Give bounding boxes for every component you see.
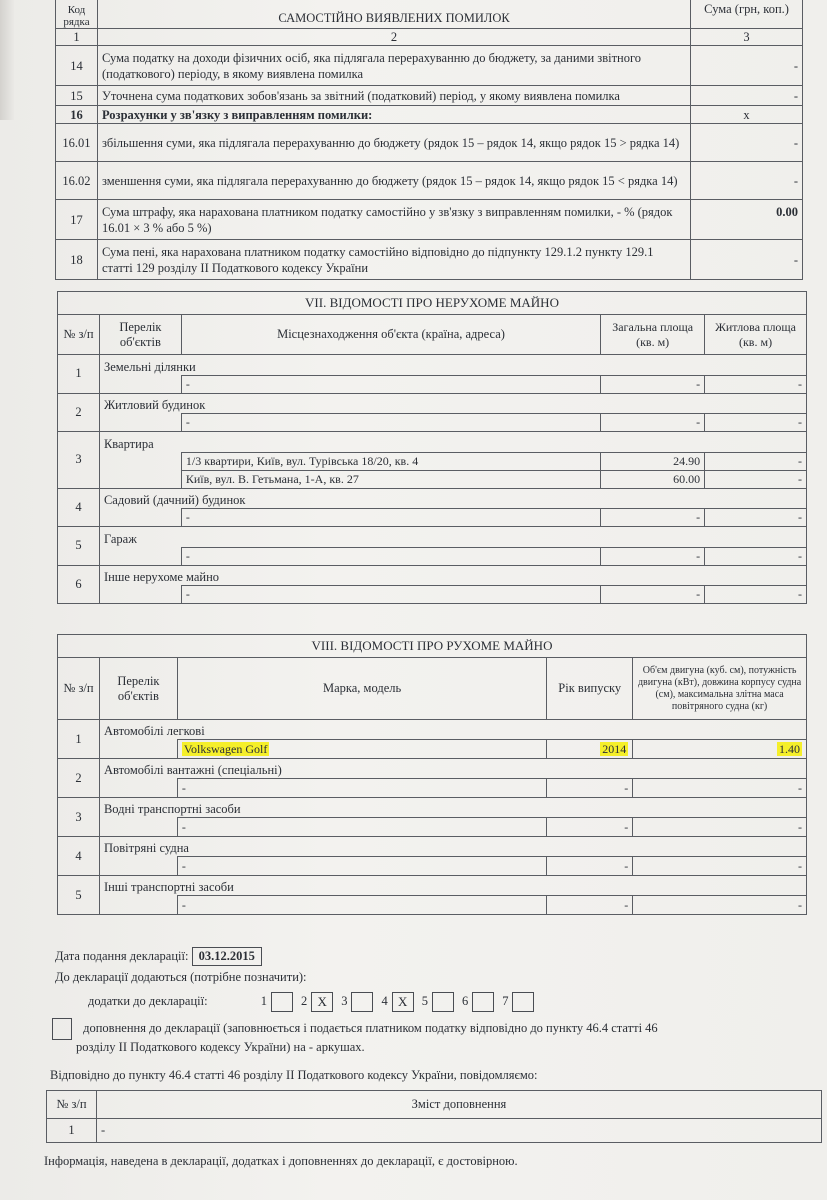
row-text: збільшення суми, яка підлягала перерахуванню до бюджету (рядок 15 – рядок 14, якщо рядок 15 > рядка 14) bbox=[97, 124, 690, 162]
table-row-values bbox=[58, 452, 807, 489]
total-area-cell bbox=[601, 508, 705, 527]
total-area-value: - bbox=[601, 547, 704, 565]
address-line: - bbox=[182, 547, 600, 565]
total-area-cell bbox=[601, 413, 705, 432]
row-text: Сума пені, яка нарахована платником податку самостійно відповідно до підпункту 129.1.2 пункту 129.1 статті 129 розділу ІІ Податкового кодексу України bbox=[97, 240, 690, 280]
date-label: Дата подання декларації: bbox=[55, 949, 189, 963]
row-value: - bbox=[691, 162, 803, 200]
total-area-cell bbox=[601, 452, 705, 489]
row-code: 14 bbox=[56, 46, 98, 86]
table-row-values bbox=[58, 413, 807, 432]
row-name: Квартира bbox=[99, 432, 806, 452]
table-row-values bbox=[58, 585, 807, 604]
volume-value: 1.40 bbox=[779, 741, 800, 756]
row-name: Автомобілі легкові bbox=[99, 720, 806, 740]
row-value: - bbox=[691, 86, 803, 106]
year-cell bbox=[547, 857, 633, 876]
volume-cell bbox=[633, 740, 807, 759]
model-cell bbox=[177, 857, 546, 876]
header-living-area: Житлова площа (кв. м) bbox=[705, 315, 807, 355]
header-sum: Сума (грн, коп.) bbox=[691, 0, 803, 29]
header-objects: Перелік об'єктів bbox=[99, 658, 177, 720]
row-num: 4 bbox=[58, 837, 100, 876]
annex-number: 4 bbox=[381, 993, 388, 1008]
address-cell bbox=[181, 375, 600, 394]
living-area-cell bbox=[705, 508, 807, 527]
annex-line bbox=[88, 992, 542, 1012]
volume-cell bbox=[633, 818, 807, 837]
row-name: Водні транспортні засоби bbox=[99, 798, 806, 818]
row-spacer bbox=[99, 857, 177, 876]
living-area-cell bbox=[705, 375, 807, 394]
model-cell bbox=[177, 740, 546, 759]
table-row bbox=[58, 565, 807, 585]
table-row bbox=[58, 876, 807, 896]
living-area-value: - bbox=[705, 508, 806, 526]
total-area-value: 24.90 bbox=[601, 452, 704, 470]
annex-number: 1 bbox=[260, 993, 267, 1008]
row-num: 1 bbox=[58, 720, 100, 759]
living-area-value: - bbox=[705, 547, 806, 565]
section7-title: VII. ВІДОМОСТІ ПРО НЕРУХОМЕ МАЙНО bbox=[58, 292, 807, 315]
table-row bbox=[56, 240, 803, 280]
row-spacer bbox=[99, 779, 177, 798]
row-name: Інші транспортні засоби bbox=[99, 876, 806, 896]
total-area-value: - bbox=[601, 375, 704, 393]
address-line: 1/3 квартири, Київ, вул. Турівська 18/20, кв. 4 bbox=[182, 452, 600, 470]
row-value: - bbox=[691, 46, 803, 86]
row-num: 4 bbox=[58, 488, 100, 527]
model-value: - bbox=[181, 897, 186, 912]
address-cell bbox=[181, 547, 600, 566]
volume-value: - bbox=[798, 819, 802, 834]
table-row bbox=[56, 124, 803, 162]
col-num-3: 3 bbox=[691, 29, 803, 46]
living-area-value: - bbox=[705, 585, 806, 603]
annex-checkbox[interactable] bbox=[432, 992, 454, 1012]
address-cell bbox=[181, 452, 600, 489]
row-spacer bbox=[99, 413, 181, 432]
table-row bbox=[56, 162, 803, 200]
annex-number: 6 bbox=[461, 993, 469, 1008]
date-value: 03.12.2015 bbox=[192, 947, 262, 966]
living-area-cell bbox=[705, 413, 807, 432]
supplement-text-2: розділу ІІ Податкового кодексу України) на - аркушах. bbox=[76, 1040, 365, 1054]
row-code: 15 bbox=[56, 86, 98, 106]
errors-table bbox=[55, 0, 803, 280]
table-row bbox=[58, 759, 807, 779]
header-num: № з/п bbox=[58, 658, 100, 720]
header-num: № з/п bbox=[58, 315, 100, 355]
living-area-value: - bbox=[705, 413, 806, 431]
annex-checkbox[interactable] bbox=[351, 992, 373, 1012]
row-name: Земельні ділянки bbox=[99, 355, 806, 375]
row-text: Сума податку на доходи фізичних осіб, яка підлягала перерахуванню до бюджету, за даними звітного (податкового) періоду, в якому виявлена помилка bbox=[97, 46, 690, 86]
section8-title: VIII. ВІДОМОСТІ ПРО РУХОМЕ МАЙНО bbox=[58, 635, 807, 658]
row-num: 3 bbox=[58, 432, 100, 489]
year-value: - bbox=[624, 897, 629, 912]
row-spacer bbox=[99, 740, 177, 759]
total-area-cell bbox=[601, 585, 705, 604]
living-area-cell bbox=[705, 547, 807, 566]
total-area-cell bbox=[601, 375, 705, 394]
row-text: - bbox=[96, 1119, 821, 1143]
table-row-values bbox=[58, 818, 807, 837]
volume-cell bbox=[633, 857, 807, 876]
table-row bbox=[58, 527, 807, 547]
model-value: Volkswagen Golf bbox=[183, 741, 268, 756]
row-name: Інше нерухоме майно bbox=[99, 565, 806, 585]
row-num: 1 bbox=[58, 355, 100, 394]
header-volume: Об'єм двигуна (куб. см), потужність двигуна (кВт), довжина корпусу судна (см), максимальна злітна маса повітряного судна (кг) bbox=[633, 658, 807, 720]
row-spacer bbox=[99, 508, 181, 527]
annex-checkbox[interactable] bbox=[271, 992, 293, 1012]
row-value: x bbox=[691, 106, 803, 124]
annex-checkbox-group bbox=[261, 994, 543, 1008]
table-row bbox=[56, 46, 803, 86]
annex-number: 2 bbox=[300, 993, 308, 1008]
table-row bbox=[47, 1119, 822, 1143]
row-num: 3 bbox=[58, 798, 100, 837]
table-row bbox=[58, 488, 807, 508]
movable-property-table bbox=[57, 634, 807, 915]
model-cell bbox=[177, 779, 546, 798]
annex-checkbox[interactable] bbox=[472, 992, 494, 1012]
table-row bbox=[58, 720, 807, 740]
living-area-cell bbox=[705, 452, 807, 489]
table-row bbox=[56, 200, 803, 240]
total-area-value: - bbox=[601, 413, 704, 431]
row-spacer bbox=[99, 896, 177, 915]
row-name: Садовий (дачний) будинок bbox=[99, 488, 806, 508]
total-area-value: 60.00 bbox=[601, 470, 704, 488]
row-spacer bbox=[99, 818, 177, 837]
year-value: 2014 bbox=[602, 741, 627, 756]
header-address: Місцезнаходження об'єкта (країна, адреса) bbox=[181, 315, 600, 355]
row-name: Повітряні судна bbox=[99, 837, 806, 857]
annex-number: 5 bbox=[421, 993, 428, 1008]
total-area-value: - bbox=[601, 585, 704, 603]
year-cell bbox=[547, 818, 633, 837]
model-value: - bbox=[181, 819, 186, 834]
header-num: № з/п bbox=[47, 1091, 97, 1119]
table-row bbox=[58, 432, 807, 452]
row-text: зменшення суми, яка підлягала перерахуванню до бюджету (рядок 15 – рядок 14, якщо рядок 15 < рядка 14) bbox=[97, 162, 690, 200]
col-num-2: 2 bbox=[97, 29, 690, 46]
address-line: Київ, вул. В. Гетьмана, 1-А, кв. 27 bbox=[182, 470, 600, 488]
volume-cell bbox=[633, 896, 807, 915]
annex-checkbox[interactable]: X bbox=[311, 992, 333, 1012]
table-row-values bbox=[58, 740, 807, 759]
address-cell bbox=[181, 585, 600, 604]
row-num: 5 bbox=[58, 876, 100, 915]
table-row-values bbox=[58, 547, 807, 566]
row-value: - bbox=[691, 124, 803, 162]
model-value: - bbox=[181, 858, 186, 873]
table-row-values bbox=[58, 375, 807, 394]
row-name: Житловий будинок bbox=[99, 393, 806, 413]
model-cell bbox=[177, 896, 546, 915]
living-area-value: - bbox=[705, 375, 806, 393]
table-row bbox=[58, 798, 807, 818]
year-value: - bbox=[624, 858, 629, 873]
header-code: Код рядка bbox=[56, 0, 98, 29]
annex-checkbox[interactable]: X bbox=[392, 992, 414, 1012]
row-text: Уточнена сума податкових зобов'язань за звітний (податковий) період, у якому виявлена помилка bbox=[97, 86, 690, 106]
header-content: Зміст доповнення bbox=[96, 1091, 821, 1119]
address-line: - bbox=[182, 413, 600, 431]
row-code: 16 bbox=[56, 106, 98, 124]
final-statement: Інформація, наведена в декларації, додатках і доповненнях до декларації, є достовірною. bbox=[44, 1154, 518, 1168]
row-code: 17 bbox=[56, 200, 98, 240]
table-row-values bbox=[58, 508, 807, 527]
row-num: 1 bbox=[47, 1119, 97, 1143]
header-total-area: Загальна площа (кв. м) bbox=[601, 315, 705, 355]
row-value: 0.00 bbox=[691, 200, 803, 240]
row-num: 5 bbox=[58, 527, 100, 566]
header-objects: Перелік об'єктів bbox=[99, 315, 181, 355]
row-num: 2 bbox=[58, 393, 100, 432]
table-row bbox=[56, 106, 803, 124]
row-spacer bbox=[99, 585, 181, 604]
year-value: - bbox=[624, 819, 629, 834]
living-area-value: - bbox=[705, 470, 806, 488]
row-spacer bbox=[99, 452, 181, 489]
notice-text: Відповідно до пункту 46.4 статті 46 розділу ІІ Податкового кодексу України, повідомляємо: bbox=[50, 1068, 538, 1082]
row-text: Сума штрафу, яка нарахована платником податку самостійно у зв'язку з виправленням помилки, - % (рядок 16.01 × 3 % або 5 %) bbox=[97, 200, 690, 240]
row-text: Розрахунки у зв'язку з виправленням помилки: bbox=[97, 106, 690, 124]
address-line: - bbox=[182, 508, 600, 526]
table-row-values bbox=[58, 779, 807, 798]
year-cell bbox=[547, 896, 633, 915]
model-cell bbox=[177, 818, 546, 837]
living-area-value: - bbox=[705, 452, 806, 470]
row-spacer bbox=[99, 375, 181, 394]
volume-value: - bbox=[798, 897, 802, 912]
row-code: 18 bbox=[56, 240, 98, 280]
table-row bbox=[56, 86, 803, 106]
supplement-text-1: доповнення до декларації (заповнюється і подається платником податку відповідно до пункту 46.4 статті 46 bbox=[83, 1020, 658, 1035]
row-code: 16.01 bbox=[56, 124, 98, 162]
annex-checkbox[interactable] bbox=[512, 992, 534, 1012]
header-year: Рік випуску bbox=[547, 658, 633, 720]
supplement-checkbox[interactable] bbox=[52, 1018, 72, 1040]
real-estate-table bbox=[57, 291, 807, 604]
row-num: 2 bbox=[58, 759, 100, 798]
model-value: - bbox=[181, 780, 186, 795]
date-line bbox=[55, 947, 262, 966]
row-name: Гараж bbox=[99, 527, 806, 547]
volume-value: - bbox=[798, 780, 802, 795]
table-row bbox=[58, 355, 807, 375]
row-value: - bbox=[691, 240, 803, 280]
table-row-values bbox=[58, 896, 807, 915]
row-name: Автомобілі вантажні (спеціальні) bbox=[99, 759, 806, 779]
volume-value: - bbox=[798, 858, 802, 873]
address-line: - bbox=[182, 375, 600, 393]
address-line: - bbox=[182, 585, 600, 603]
volume-cell bbox=[633, 779, 807, 798]
annex-label: додатки до декларації: bbox=[88, 993, 208, 1008]
page-fold-shadow bbox=[0, 0, 14, 120]
total-area-cell bbox=[601, 547, 705, 566]
address-cell bbox=[181, 508, 600, 527]
row-code: 16.02 bbox=[56, 162, 98, 200]
address-cell bbox=[181, 413, 600, 432]
living-area-cell bbox=[705, 585, 807, 604]
table-row-values bbox=[58, 857, 807, 876]
header-title: САМОСТІЙНО ВИЯВЛЕНИХ ПОМИЛОК bbox=[97, 0, 690, 29]
year-cell bbox=[547, 779, 633, 798]
annex-number: 7 bbox=[502, 993, 509, 1008]
total-area-value: - bbox=[601, 508, 704, 526]
supplement-line bbox=[52, 1018, 658, 1040]
year-value: - bbox=[624, 780, 629, 795]
col-num-1: 1 bbox=[56, 29, 98, 46]
header-model: Марка, модель bbox=[177, 658, 546, 720]
year-cell bbox=[547, 740, 633, 759]
table-row bbox=[58, 393, 807, 413]
row-num: 6 bbox=[58, 565, 100, 604]
annex-number: 3 bbox=[341, 993, 348, 1008]
attach-label: До декларації додаються (потрібне позначити): bbox=[55, 970, 307, 984]
table-row bbox=[58, 837, 807, 857]
row-spacer bbox=[99, 547, 181, 566]
supplement-table bbox=[46, 1090, 822, 1143]
